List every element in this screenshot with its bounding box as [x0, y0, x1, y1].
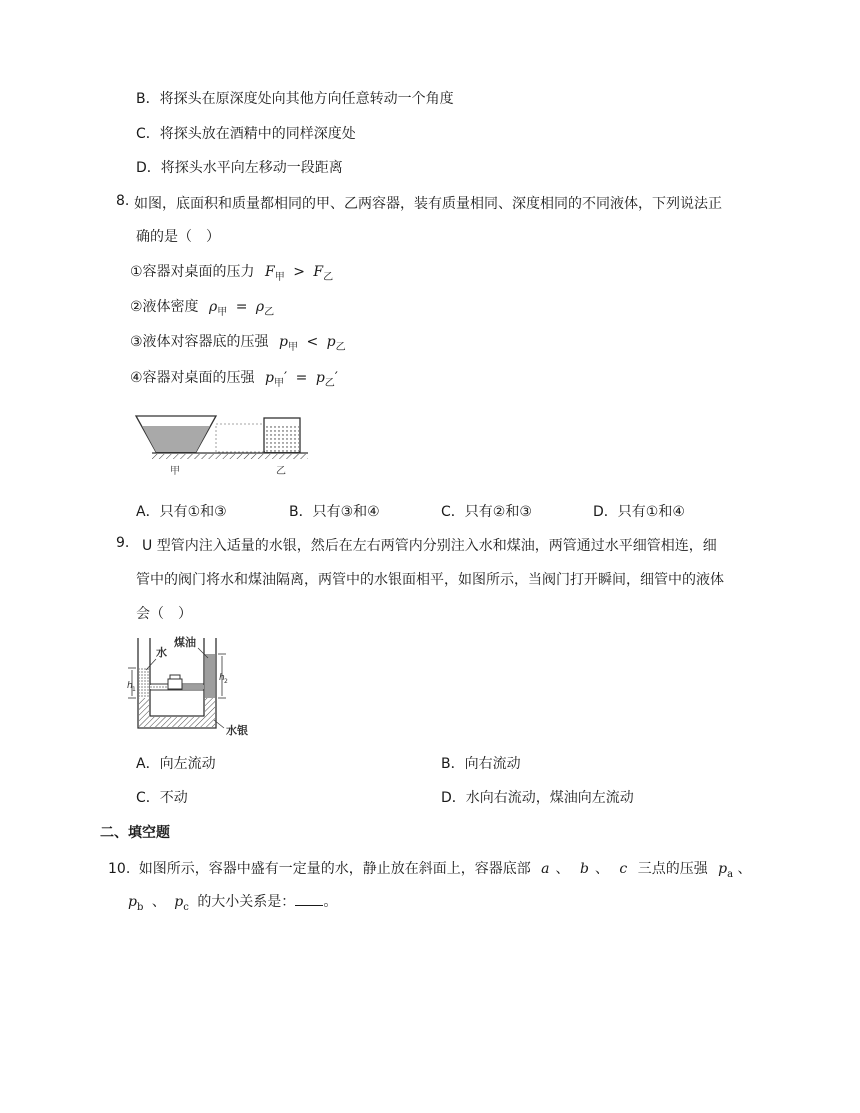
svg-text:h: h [127, 681, 133, 691]
q8-statement-1: ①容器对桌面的压力 $F_甲 > F_乙$ [130, 264, 334, 283]
fig-label-yi: 乙 [276, 466, 286, 477]
q9-stem-line3: 会（ ） [136, 606, 192, 622]
q9-stem-line2: 管中的阀门将水和煤油隔离，两管中的水银面相平，如图所示，当阀门打开瞬间，细管中的液体 [136, 572, 724, 588]
q9-option-d: D．水向右流动，煤油向左流动 [441, 790, 634, 806]
label-mercury: 水银 [226, 724, 248, 737]
q9-u-tube-figure [120, 632, 270, 742]
kerosene-column [205, 654, 215, 698]
q9-number: 9. [116, 535, 130, 551]
label-kerosene: 煤油 [174, 636, 196, 649]
q8-option-d: D．只有①和④ [593, 504, 685, 520]
svg-text:1: 1 [132, 686, 136, 693]
q8-stem-line2: 确的是（ ） [136, 229, 220, 245]
q9-stem-line1: U 型管内注入适量的水银，然后在左右两管内分别注入水和煤油，两管通过水平细管相连，细 [142, 538, 717, 554]
q9-option-c: C．不动 [136, 790, 188, 806]
q8-containers-figure [130, 410, 310, 480]
valve [168, 679, 182, 689]
q9-option-b: B．向右流动 [441, 756, 521, 772]
q8-statement-3: ③液体对容器底的压强 $p_甲 < p_乙$ [130, 334, 346, 353]
q8-number: 8. [116, 193, 130, 209]
q9-option-a: A．向左流动 [136, 756, 216, 772]
svg-text:h: h [219, 673, 225, 683]
q7-option-b: B．将探头在原深度处向其他方向任意转动一个角度 [136, 91, 454, 107]
q8-stem-line1: 如图，底面积和质量都相同的甲、乙两容器，装有质量相同、深度相同的不同液体，下列说法正 [134, 196, 722, 212]
liquid-yi [265, 426, 299, 452]
q8-option-b: B．只有③和④ [289, 504, 380, 520]
label-water: 水 [156, 646, 167, 659]
q10-line1: 10. 如图所示，容器中盛有一定量的水，静止放在斜面上，容器底部 a 、 b 、 c 三点的压强 $p_a$ 、 [108, 861, 752, 880]
q10-answer-blank[interactable] [295, 893, 323, 906]
q8-option-a: A．只有①和③ [136, 504, 227, 520]
q10-line2: $p_b$ 、 $p_c$ 的大小关系是： 。 [128, 894, 338, 913]
q8-statement-4: ④容器对桌面的压强 $p_甲' = p_乙'$ [130, 370, 338, 389]
q8-option-c: C．只有②和③ [441, 504, 532, 520]
fig-label-jia: 甲 [170, 466, 180, 477]
q7-option-c: C．将探头放在酒精中的同样深度处 [136, 126, 356, 142]
water-column [139, 668, 149, 698]
liquid-jia [142, 426, 210, 452]
q8-statement-2: ②液体密度 $\rho_甲 = \rho_乙$ [130, 299, 275, 318]
svg-text:2: 2 [224, 678, 228, 685]
q7-option-d: D．将探头水平向左移动一段距离 [136, 160, 343, 176]
section-fill-in-title: 二、填空题 [100, 825, 170, 841]
